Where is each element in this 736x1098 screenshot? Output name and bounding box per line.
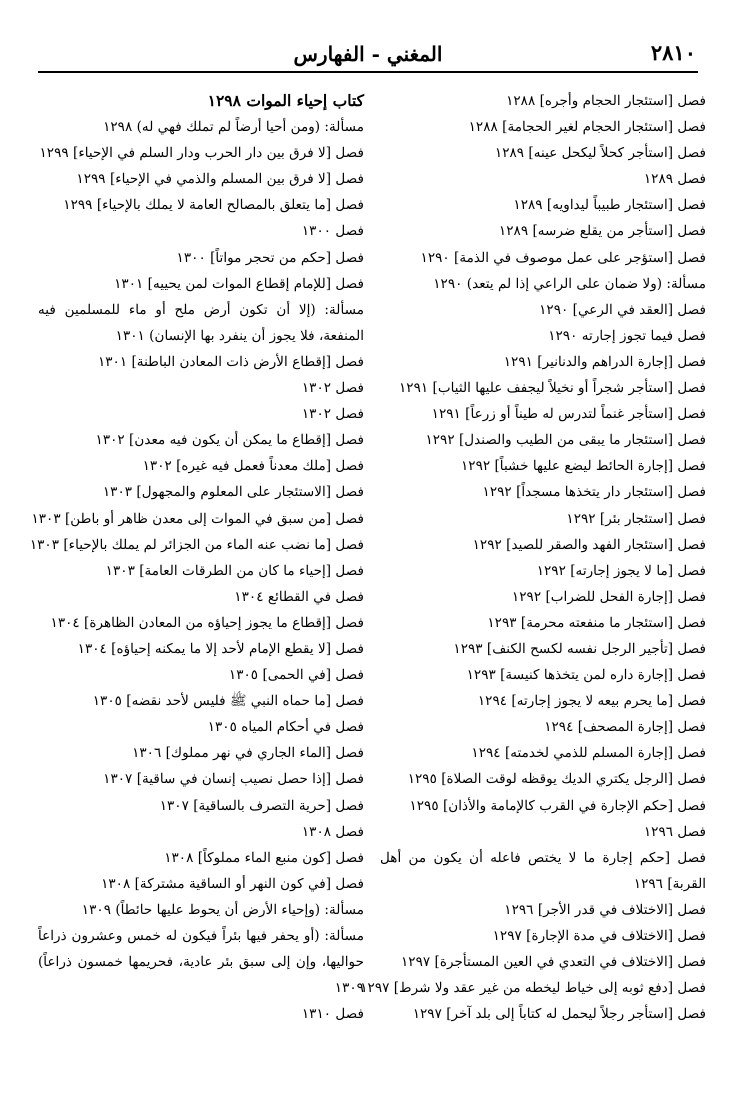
left-index-column — [29, 88, 364, 1027]
index-entry: فصل [ما لا يجوز إجارته] ١٢٩٢ — [536, 562, 706, 579]
index-entry: فصل [في كون النهر أو الساقية مشتركة] ١٣٠٨ — [101, 875, 364, 892]
index-entry: فصل [استئجار ما منفعته محرمة] ١٢٩٣ — [487, 614, 706, 631]
index-entry: فصل [استئجار الحجام وأجره] ١٢٨٨ — [506, 93, 706, 109]
book-heading: كتاب إحياء الموات ١٢٩٨ — [207, 91, 364, 110]
index-entry: فصل [لا يقطع الإمام لأحد إلا ما يمكنه إحياؤه] ١٣٠٤ — [77, 640, 364, 657]
index-entry: مسألة: (أو يحفر فيها بئراً فيكون له خمس وعشرون ذراعاً حواليها، وإن إلى سبق بئر عادية، فحريمها خمسون ذراعاً) ١٣٠٩ — [38, 928, 364, 997]
index-entry: فصل [إحياء ما كان من الطرقات العامة] ١٣٠٣ — [105, 562, 364, 579]
index-entry: فصل [استئجار الفهد والصقر للصيد] ١٢٩٢ — [472, 536, 706, 553]
index-entry: فصل [من سبق في الموات إلى معدن ظاهر أو باطن] ١٣٠٣ — [31, 510, 364, 527]
index-entry: فصل [إجارة الحائط ليضع عليها خشباً] ١٢٩٢ — [460, 458, 706, 475]
index-entry: فصل [الاختلاف في التعدي في العين المستأجرة] ١٢٩٧ — [400, 954, 706, 971]
index-entry: فصل [استأجر كحلاً ليكحل عينه] ١٢٨٩ — [494, 145, 706, 162]
index-entry: فصل [إجارة داره لمن يتخذها كنيسة] ١٢٩٣ — [466, 667, 706, 684]
index-entry: مسألة: (ولا ضمان على الراعي إذا لم يتعد) ١٢٩٠ — [433, 275, 706, 292]
index-entry: فصل [الرجل يكتري الديك يوقظه لوقت الصلاة] ١٢٩٥ — [407, 771, 706, 788]
index-entry: فصل [الماء الجاري في نهر مملوك] ١٣٠٦ — [132, 745, 364, 762]
index-entry: فصل [استأجر غنماً لتدرس له طيناً أو زرعاً] ١٢٩١ — [431, 406, 706, 423]
index-entry: فصل [إذا حصل نصيب إنسان في ساقية] ١٣٠٧ — [103, 771, 364, 788]
index-entry: فصل [إقطاع ما يجوز إحياؤه من المعادن الظاهرة] ١٣٠٤ — [50, 614, 364, 631]
index-entry: فصل [استئجار ما يبقى من الطيب والصندل] ١٢٩٢ — [425, 432, 706, 449]
index-entry: فصل [ما يتعلق بالمصالح العامة لا يملك بالإحياء] ١٢٩٩ — [63, 197, 364, 214]
index-entry: مسألة: (وإحياء الأرض أن يحوط عليها حائطاً) ١٣٠٩ — [81, 901, 364, 918]
index-entry: فصل فيما تجوز إجارته ١٢٩٠ — [548, 327, 706, 344]
index-entry: مسألة: (ومن أحيا أرضاً لم تملك فهي له) ١٢٩٨ — [103, 119, 364, 136]
index-entry: فصل [العقد في الرعي] ١٢٩٠ — [539, 301, 706, 318]
index-entry: فصل [استئجار دار يتخذها مسجداً] ١٢٩٢ — [482, 484, 706, 501]
index-entry: فصل [ما يحرم بيعه لا يجوز إجارته] ١٢٩٤ — [477, 693, 706, 710]
index-entry: فصل [ملك معدناً فعمل فيه غيره] ١٣٠٢ — [142, 458, 364, 475]
index-entry: فصل ١٢٩٦ — [643, 823, 706, 840]
index-entry: فصل [استئجار طبيباً ليداويه] ١٢٨٩ — [513, 197, 706, 214]
index-entry: فصل [تأجير الرجل نفسه لكسح الكنف] ١٢٩٣ — [453, 640, 706, 657]
index-entry: فصل [دفع ثوبه إلى خياط ليخطه من غير عقد ولا شرط] ١٢٩٧ — [360, 980, 706, 997]
index-entry: فصل [ما نضب عنه الماء من الجزائر لم يملك بالإحياء] ١٣٠٣ — [29, 536, 364, 553]
index-entry: فصل [استأجر رجلاً ليحمل له كتاباً إلى بلد آخر] ١٢٩٧ — [412, 1006, 706, 1023]
index-entry: فصل [إجارة الفحل للضراب] ١٢٩٢ — [511, 588, 706, 605]
index-entry: فصل [إقطاع الأرض ذات المعادن الباطنة] ١٣٠١ — [97, 353, 364, 370]
index-entry: مسألة: (إلا أن تكون أرض ملح أو ماء للمسلمين فيه المنفعة، فلا يجوز أن ينفرد بها الإنسان) ١٣٠١ — [38, 301, 364, 344]
index-entry: فصل ١٣٠٢ — [301, 406, 364, 423]
index-entry: فصل ١٣٠٢ — [301, 380, 364, 397]
index-entry: فصل في أحكام المياه ١٣٠٥ — [207, 719, 364, 736]
page-number: ٢٨١٠ — [650, 40, 696, 65]
index-entry: فصل [حكم من تحجر مواتاً] ١٣٠٠ — [176, 249, 364, 266]
index-entry: فصل [الاختلاف في قدر الأجر] ١٢٩٦ — [504, 901, 706, 918]
running-title: المغني - الفهارس — [293, 42, 443, 66]
index-entry: فصل [حكم الإجارة في القرب كالإمامة والأذان] ١٢٩٥ — [409, 797, 706, 814]
header-rule — [38, 71, 698, 73]
index-entry: فصل [حرية التصرف بالساقية] ١٣٠٧ — [159, 797, 364, 814]
index-entry: فصل في القطائع ١٣٠٤ — [234, 588, 364, 605]
index-entry: فصل [للإمام إقطاع الموات لمن يحييه] ١٣٠١ — [114, 275, 364, 292]
index-entry: فصل [في الحمى] ١٣٠٥ — [228, 667, 364, 684]
index-entry: فصل [الاختلاف في مدة الإجارة] ١٢٩٧ — [492, 928, 706, 944]
index-entry: فصل [استأجر من يقلع ضرسه] ١٢٨٩ — [498, 223, 706, 240]
index-entry: فصل [لا فرق بين دار الحرب ودار السلم في الإحياء] ١٢٩٩ — [39, 145, 364, 162]
index-entry: فصل [استئجار بئر] ١٢٩٢ — [566, 510, 706, 527]
index-entry: فصل [استئجار الحجام لغير الحجامة] ١٢٨٨ — [468, 119, 706, 136]
index-entry: فصل [كون منبع الماء مملوكاً] ١٣٠٨ — [164, 849, 364, 866]
index-entry: فصل [إجارة المسلم للذمي لخدمته] ١٢٩٤ — [471, 745, 706, 762]
index-entry: فصل [الاستئجار على المعلوم والمجهول] ١٣٠٣ — [102, 484, 364, 501]
index-entry: فصل ١٣٠٨ — [301, 823, 364, 840]
index-entry: فصل [استؤجر على عمل موصوف في الذمة] ١٢٩٠ — [420, 249, 706, 266]
index-entry: فصل [حكم إجارة ما لا يختص فاعله أن يكون من أهل القربة] ١٢٩٦ — [380, 849, 706, 892]
index-entry: فصل [استأجر شجراً أو نخيلاً ليجفف عليها الثياب] ١٢٩١ — [399, 380, 706, 397]
right-index-column — [360, 88, 706, 1027]
index-entry: فصل ١٣١٠ — [301, 1006, 364, 1023]
index-entry: فصل [إقطاع ما يمكن أن يكون فيه معدن] ١٣٠٢ — [95, 432, 364, 449]
page-header — [38, 28, 698, 74]
index-entry: فصل ١٣٠٠ — [301, 223, 364, 240]
index-entry: فصل [إجارة الدراهم والدنانير] ١٢٩١ — [503, 353, 706, 370]
index-entry: فصل [لا فرق بين المسلم والذمي في الإحياء] ١٢٩٩ — [76, 171, 364, 188]
index-entry: فصل [ما حماه النبي ﷺ فليس لأحد نقضه] ١٣٠٥ — [92, 693, 364, 710]
index-entry: فصل [إجارة المصحف] ١٢٩٤ — [544, 719, 706, 736]
index-entry: فصل ١٢٨٩ — [643, 171, 706, 188]
